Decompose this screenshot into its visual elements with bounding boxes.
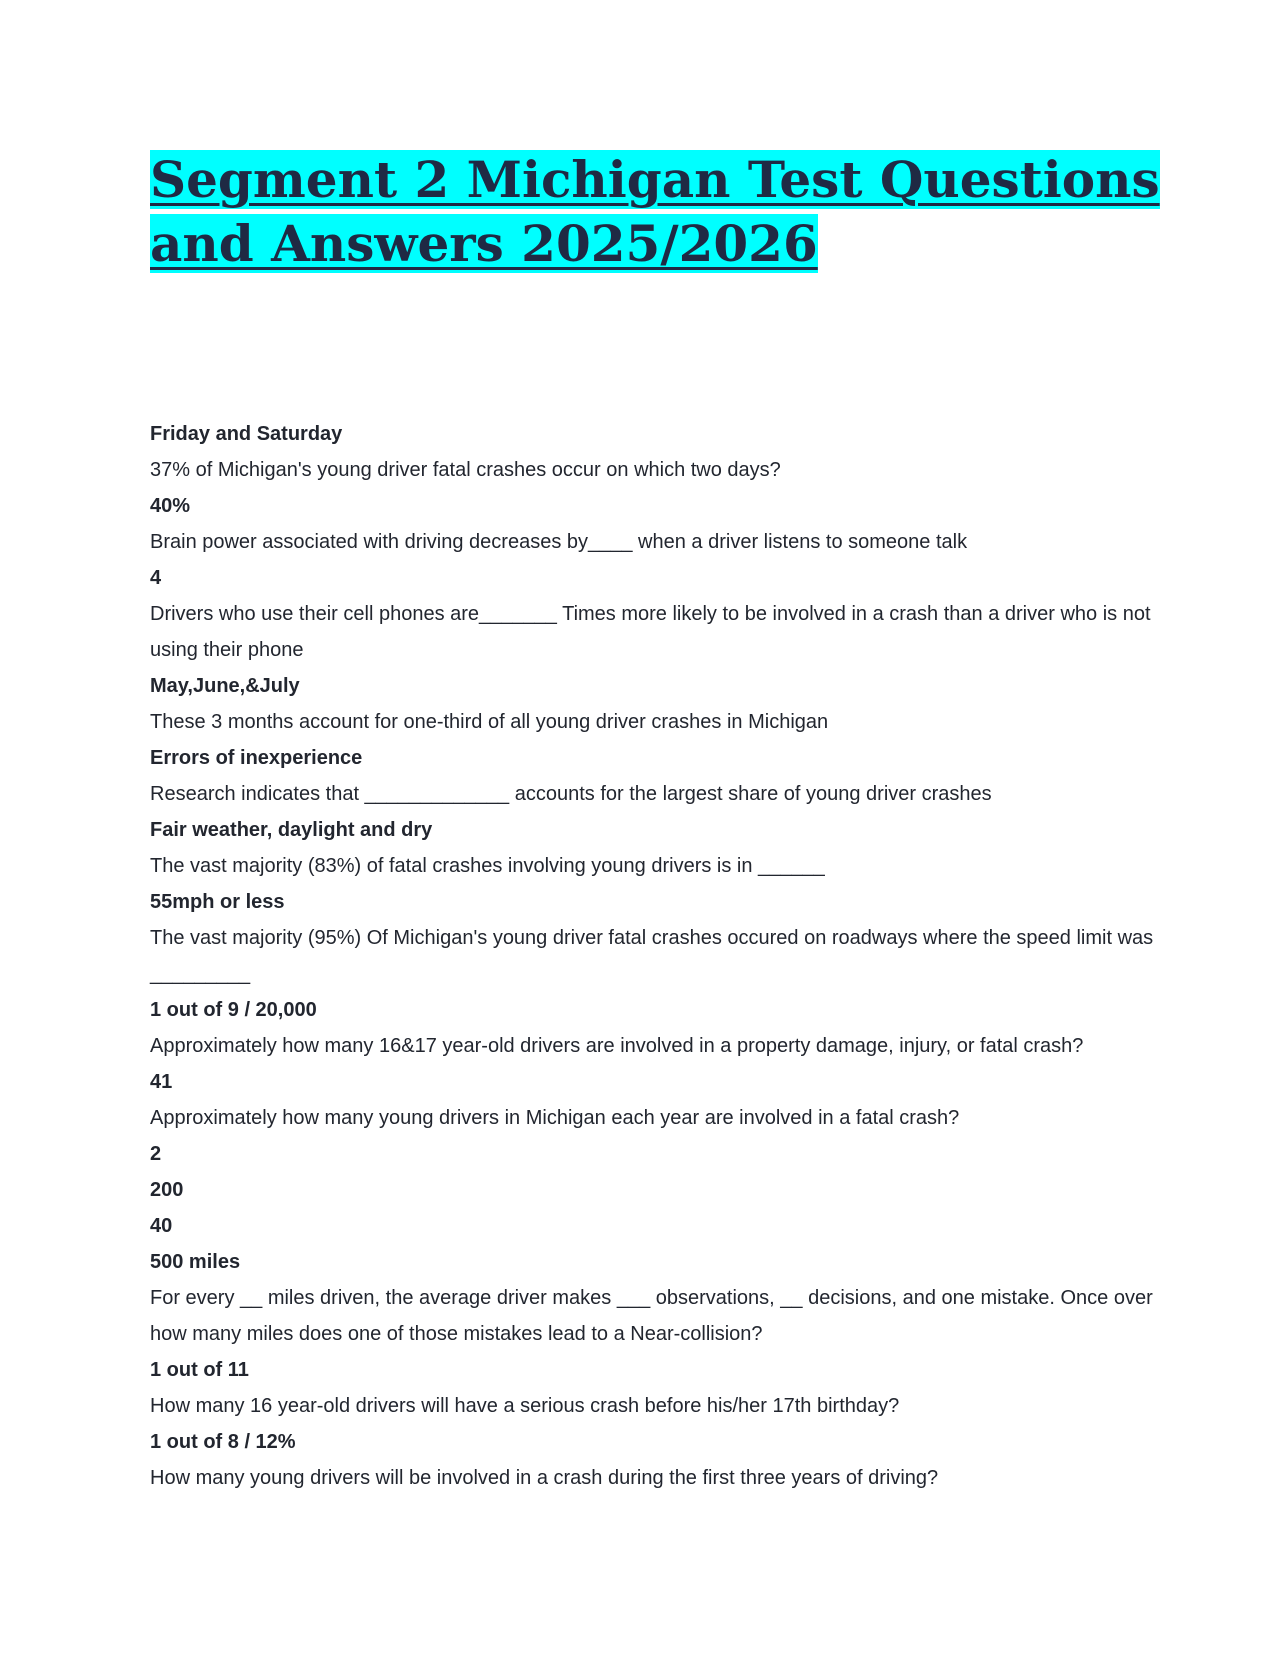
answer-text: 1 out of 8 / 12% — [150, 1431, 296, 1453]
document-title-text: Segment 2 Michigan Test Questions and Answers 2025/2026 — [150, 150, 1160, 273]
question-text: Approximately how many young drivers in Michigan each year are involved in a fatal crash? — [150, 1107, 960, 1129]
question-text: How many young drivers will be involved in a crash during the first three years of driving? — [150, 1467, 939, 1489]
answer-text: 2 — [150, 1143, 162, 1165]
answer-text: Fair weather, daylight and dry — [150, 819, 433, 841]
question-text: 37% of Michigan's young driver fatal crashes occur on which two days? — [150, 459, 781, 481]
answer-text: 40% — [150, 495, 191, 517]
question-text: Research indicates that _____________ accounts for the largest share of young driver crashes — [150, 783, 992, 805]
answer-text: May,June,&July — [150, 675, 300, 697]
answer-text: 1 out of 11 — [150, 1359, 249, 1381]
answer-text: Friday and Saturday — [150, 423, 343, 445]
question-text: Brain power associated with driving decreases by____ when a driver listens to someone talk — [150, 531, 968, 553]
question-text: For every __ miles driven, the average driver makes ___ observations, __ decisions, and one mistake. Once over how many miles does one of those mistakes lead to a Near-collision? — [150, 1287, 1153, 1345]
answer-text: 41 — [150, 1071, 173, 1093]
answer-text: 40 — [150, 1215, 173, 1237]
question-text: Drivers who use their cell phones are_______ Times more likely to be involved in a crash than a driver who is not using their phone — [150, 603, 1151, 661]
answer-text: Errors of inexperience — [150, 747, 363, 769]
question-text: These 3 months account for one-third of all young driver crashes in Michigan — [150, 711, 829, 733]
document-page — [150, 148, 1160, 1489]
answer-text: 1 out of 9 / 20,000 — [150, 999, 317, 1021]
answer-text: 4 — [150, 567, 162, 589]
question-text: The vast majority (83%) of fatal crashes involving young drivers is in ______ — [150, 855, 825, 877]
qa-list — [150, 416, 1160, 1496]
question-text: The vast majority (95%) Of Michigan's young driver fatal crashes occured on roadways where the speed limit was _________ — [150, 927, 1154, 985]
answer-text: 55mph or less — [150, 891, 285, 913]
question-text: Approximately how many 16&17 year-old drivers are involved in a property damage, injury, or fatal crash? — [150, 1035, 1084, 1057]
question-text: How many 16 year-old drivers will have a serious crash before his/her 17th birthday? — [150, 1395, 900, 1417]
answer-text: 200 — [150, 1179, 184, 1201]
document-title — [150, 148, 1160, 276]
answer-text: 500 miles — [150, 1251, 241, 1273]
